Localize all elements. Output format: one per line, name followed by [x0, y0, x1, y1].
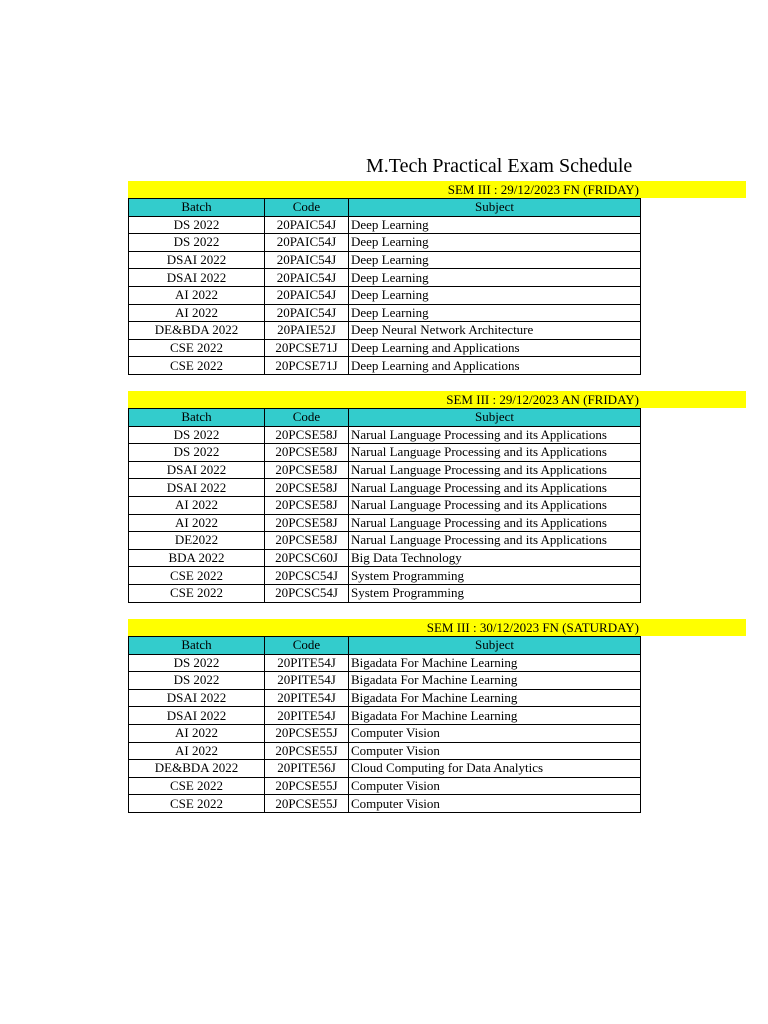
cell-code: 20PCSE71J [265, 357, 349, 375]
cell-code: 20PAIC54J [265, 216, 349, 234]
table-row [129, 549, 641, 567]
column-header-batch: Batch [129, 637, 265, 655]
section-heading: SEM III : 29/12/2023 AN (FRIDAY) [446, 392, 639, 407]
table-row [129, 567, 641, 585]
cell-code: 20PAIC54J [265, 269, 349, 287]
cell-subject: Bigadata For Machine Learning [349, 707, 641, 725]
table-row [129, 496, 641, 514]
table-row [129, 689, 641, 707]
cell-batch: DSAI 2022 [129, 479, 265, 497]
cell-subject: Deep Learning [349, 286, 641, 304]
cell-subject: Bigadata For Machine Learning [349, 672, 641, 690]
table-row [129, 777, 641, 795]
cell-batch: DSAI 2022 [129, 269, 265, 287]
cell-subject: Big Data Technology [349, 549, 641, 567]
cell-code: 20PCSE58J [265, 496, 349, 514]
cell-subject: Computer Vision [349, 742, 641, 760]
table-row [129, 216, 641, 234]
table-row [129, 304, 641, 322]
table-row [129, 269, 641, 287]
cell-batch: DSAI 2022 [129, 251, 265, 269]
table-row [129, 742, 641, 760]
cell-batch: DS 2022 [129, 672, 265, 690]
schedule-table [128, 198, 641, 375]
cell-code: 20PAIC54J [265, 304, 349, 322]
cell-batch: CSE 2022 [129, 357, 265, 375]
schedule-table [128, 408, 641, 603]
table-row [129, 724, 641, 742]
table-row [129, 707, 641, 725]
cell-batch: AI 2022 [129, 742, 265, 760]
cell-subject: System Programming [349, 584, 641, 602]
cell-batch: DS 2022 [129, 426, 265, 444]
column-header-code: Code [265, 409, 349, 427]
table-row [129, 357, 641, 375]
table-row [129, 322, 641, 340]
cell-batch: BDA 2022 [129, 549, 265, 567]
cell-subject: Computer Vision [349, 777, 641, 795]
column-header-subject: Subject [349, 409, 641, 427]
cell-subject: Deep Learning [349, 269, 641, 287]
cell-batch: CSE 2022 [129, 567, 265, 585]
cell-batch: DSAI 2022 [129, 707, 265, 725]
cell-batch: AI 2022 [129, 496, 265, 514]
table-row [129, 672, 641, 690]
column-header-batch: Batch [129, 199, 265, 217]
cell-subject: Computer Vision [349, 795, 641, 813]
cell-batch: DE&BDA 2022 [129, 760, 265, 778]
cell-code: 20PAIC54J [265, 286, 349, 304]
cell-code: 20PAIC54J [265, 251, 349, 269]
table-row [129, 654, 641, 672]
cell-batch: CSE 2022 [129, 795, 265, 813]
cell-code: 20PITE54J [265, 654, 349, 672]
cell-code: 20PCSE58J [265, 444, 349, 462]
table-row [129, 286, 641, 304]
cell-batch: DS 2022 [129, 216, 265, 234]
table-row [129, 514, 641, 532]
cell-subject: Cloud Computing for Data Analytics [349, 760, 641, 778]
column-header-code: Code [265, 199, 349, 217]
cell-code: 20PITE54J [265, 707, 349, 725]
cell-batch: DSAI 2022 [129, 461, 265, 479]
cell-code: 20PITE54J [265, 672, 349, 690]
cell-batch: AI 2022 [129, 304, 265, 322]
column-header-code: Code [265, 637, 349, 655]
table-row [129, 584, 641, 602]
cell-batch: CSE 2022 [129, 777, 265, 795]
table-row [129, 532, 641, 550]
cell-subject: Bigadata For Machine Learning [349, 689, 641, 707]
cell-code: 20PCSE58J [265, 426, 349, 444]
cell-batch: DE2022 [129, 532, 265, 550]
table-row [129, 339, 641, 357]
cell-subject: Narual Language Processing and its Applications [349, 532, 641, 550]
cell-subject: Deep Neural Network Architecture [349, 322, 641, 340]
cell-code: 20PAIE52J [265, 322, 349, 340]
section-heading: SEM III : 30/12/2023 FN (SATURDAY) [426, 620, 639, 635]
table-header-row [129, 409, 641, 427]
table-row [129, 760, 641, 778]
cell-batch: DSAI 2022 [129, 689, 265, 707]
cell-code: 20PCSC54J [265, 567, 349, 585]
table-row [129, 479, 641, 497]
cell-batch: DS 2022 [129, 234, 265, 252]
cell-code: 20PAIC54J [265, 234, 349, 252]
cell-subject: Narual Language Processing and its Applications [349, 444, 641, 462]
cell-code: 20PCSE58J [265, 461, 349, 479]
cell-subject: Narual Language Processing and its Applications [349, 426, 641, 444]
cell-code: 20PCSE55J [265, 777, 349, 795]
table-header-row [129, 199, 641, 217]
cell-code: 20PCSE55J [265, 795, 349, 813]
cell-code: 20PITE56J [265, 760, 349, 778]
table-row [129, 795, 641, 813]
cell-subject: Deep Learning [349, 216, 641, 234]
cell-subject: Computer Vision [349, 724, 641, 742]
column-header-subject: Subject [349, 637, 641, 655]
table-row [129, 234, 641, 252]
cell-subject: Deep Learning [349, 304, 641, 322]
page-title: M.Tech Practical Exam Schedule [366, 155, 633, 177]
cell-batch: AI 2022 [129, 286, 265, 304]
section-heading: SEM III : 29/12/2023 FN (FRIDAY) [447, 182, 639, 197]
cell-batch: AI 2022 [129, 724, 265, 742]
schedule-table [128, 636, 641, 813]
cell-batch: DS 2022 [129, 654, 265, 672]
cell-code: 20PCSE58J [265, 479, 349, 497]
cell-code: 20PITE54J [265, 689, 349, 707]
cell-code: 20PCSC60J [265, 549, 349, 567]
cell-subject: Narual Language Processing and its Applications [349, 496, 641, 514]
cell-code: 20PCSC54J [265, 584, 349, 602]
cell-code: 20PCSE55J [265, 742, 349, 760]
cell-batch: CSE 2022 [129, 339, 265, 357]
cell-subject: Deep Learning and Applications [349, 357, 641, 375]
cell-batch: AI 2022 [129, 514, 265, 532]
cell-subject: System Programming [349, 567, 641, 585]
cell-subject: Deep Learning [349, 251, 641, 269]
table-row [129, 426, 641, 444]
cell-batch: DE&BDA 2022 [129, 322, 265, 340]
table-row [129, 251, 641, 269]
cell-subject: Narual Language Processing and its Applications [349, 479, 641, 497]
column-header-subject: Subject [349, 199, 641, 217]
cell-subject: Narual Language Processing and its Applications [349, 461, 641, 479]
cell-code: 20PCSE55J [265, 724, 349, 742]
table-header-row [129, 637, 641, 655]
cell-subject: Deep Learning and Applications [349, 339, 641, 357]
column-header-batch: Batch [129, 409, 265, 427]
cell-subject: Bigadata For Machine Learning [349, 654, 641, 672]
cell-subject: Narual Language Processing and its Applications [349, 514, 641, 532]
table-row [129, 444, 641, 462]
cell-subject: Deep Learning [349, 234, 641, 252]
cell-batch: CSE 2022 [129, 584, 265, 602]
table-row [129, 461, 641, 479]
cell-code: 20PCSE58J [265, 514, 349, 532]
cell-code: 20PCSE71J [265, 339, 349, 357]
cell-code: 20PCSE58J [265, 532, 349, 550]
cell-batch: DS 2022 [129, 444, 265, 462]
